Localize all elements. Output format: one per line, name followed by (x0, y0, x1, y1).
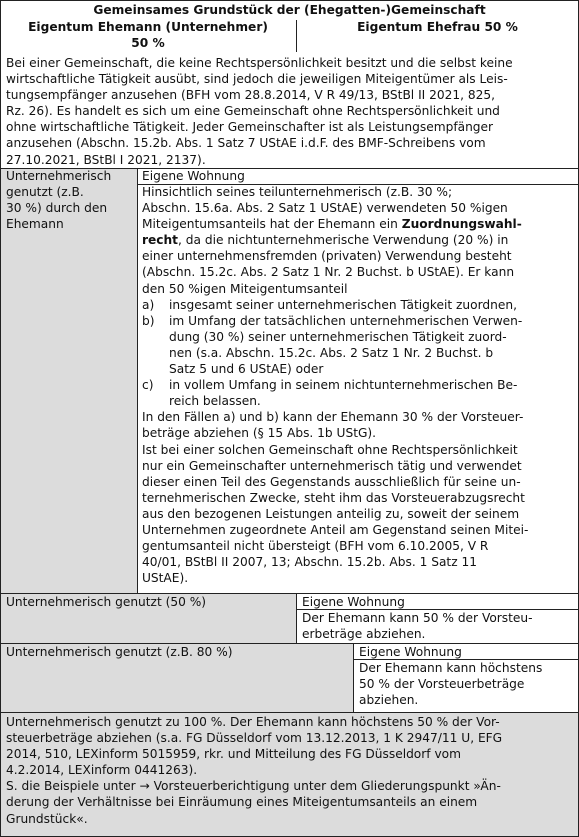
row1-emphasis: Zuordnungswahl- (401, 217, 522, 232)
see-reference-link[interactable]: S. die Beispiele unter → Vorsteuerberichtigung unter dem Gliederungspunkt »Än- (6, 779, 501, 794)
footer-text (6, 714, 576, 827)
header-ehemann-line2: 50 % (131, 36, 165, 51)
row1-line: ternehmerischen Zwecke, steht ihm das Vorsteuerabzugsrecht (142, 490, 525, 505)
intro-line: 27.10.2021, BStBl I 2021, 2137). (6, 152, 206, 167)
row1-line: UStAE). (142, 571, 189, 586)
option-line: in vollem Umfang in seinem nichtunternehmerischen Be- (169, 378, 518, 393)
row2-line: Der Ehemann kann 50 % der Vorsteu- (302, 611, 533, 625)
row3-content (359, 660, 577, 708)
row1-line: (Abschn. 15.2c. Abs. 2 Satz 1 Nr. 2 Buchst. b UStAE). Er kann (142, 265, 515, 280)
row3-line: 50 % der Vorsteuerbeträge (359, 677, 525, 692)
row1-line: Abschn. 15.6a. Abs. 2 Satz 1 UStAE) verwendeten 50 %igen (142, 201, 508, 216)
option-line: im Umfang der tatsächlichen unternehmerischen Verwen- (169, 313, 523, 328)
see-reference-line: derung der Verhältnisse bei Einräumung eines Miteigentumsanteils an einem (6, 795, 478, 810)
row1-line: Hinsichtlich seines teilunternehmerisch (z.B. 30 %; (142, 185, 453, 199)
row1-text: Miteigentumsanteils hat der Ehemann ein (142, 217, 402, 232)
row2-left-text: Unternehmerisch genutzt (50 %) (6, 595, 207, 609)
intro-line: tungsempfänger anzusehen (BFH vom 28.8.2014, V R 49/13, BStBl II 2021, 825, (6, 88, 496, 103)
row1-line: aus den bezogenen Leistungen anteilig zu, soweit der seinem (142, 506, 520, 521)
see-reference-line: Grundstück«. (6, 811, 88, 826)
row1-left-line: genutzt (z.B. (6, 185, 84, 200)
option-line: Satz 5 und 6 UStAE) oder (169, 362, 324, 377)
footer-line: 2014, 510, LEXinform 5015959, rkr. und Mitteilung des FG Düsseldorf vom (6, 747, 461, 762)
row1-line: gentumsanteil nicht übersteigt (BFH vom 6.10.2005, V R (142, 539, 489, 554)
header-ehemann-line1: Eigentum Ehemann (Unternehmer) (28, 20, 268, 34)
intro-line: ohne wirtschaftliche Tätigkeit. Jeder Gemeinschafter ist als Leistungsempfänger (6, 120, 494, 135)
option-line: reich belassen. (169, 394, 261, 409)
row1-line: einer unternehmensfremden (privaten) Verwendung besteht (142, 249, 512, 264)
header-title: Gemeinsames Grundstück der (Ehegatten-)Gemeinschaft (93, 3, 486, 17)
row2-heading: Eigene Wohnung (302, 595, 405, 609)
row2-content (302, 610, 578, 642)
row1-line: den 50 %igen Miteigentumsanteil (142, 281, 348, 296)
option-marker: a) (142, 297, 155, 312)
option-item (142, 377, 576, 409)
row1-content (142, 184, 576, 586)
intro-paragraph (6, 55, 576, 168)
row1-left-text (6, 168, 136, 232)
header-ehefrau: Eigentum Ehefrau 50 % (357, 20, 518, 34)
row3-heading: Eigene Wohnung (359, 645, 462, 659)
row1-line: Unternehmen zugeordnete Anteil am Gegenstand seinen Mitei- (142, 522, 529, 537)
row3-line: abziehen. (359, 693, 419, 708)
row1-line: In den Fällen a) und b) kann der Ehemann 30 % der Vorsteuer- (142, 410, 524, 425)
footer-line: 4.2.2014, LEXinform 0441263). (6, 763, 198, 778)
option-item (142, 297, 576, 313)
row1-line: nur ein Gemeinschafter unternehmerisch tätig und verwendet (142, 458, 522, 473)
row3-left-text: Unternehmerisch genutzt (z.B. 80 %) (6, 645, 233, 659)
row1-line: Ist bei einer solchen Gemeinschaft ohne Rechtspersönlichkeit (142, 442, 518, 457)
footer-line: Unternehmerisch genutzt zu 100 %. Der Ehemann kann höchstens 50 % der Vor- (6, 715, 500, 729)
option-line: nen (s.a. Abschn. 15.2c. Abs. 2 Satz 1 Nr. 2 Buchst. b (169, 345, 494, 360)
option-item (142, 313, 576, 377)
option-marker: b) (142, 313, 155, 328)
intro-line: Rz. 26). Es handelt es sich um eine Gemeinschaft ohne Rechtspersönlichkeit und (6, 104, 500, 119)
row1-line (142, 216, 576, 232)
intro-line: anzusehen (Abschn. 15.2b. Abs. 1 Satz 7 UStAE i.d.F. des BMF-Schreibens vom (6, 136, 486, 151)
row1-line (142, 232, 576, 248)
row1-line: 40/01, BStBl II 2007, 13; Abschn. 15.2b. Abs. 1 Satz 11 (142, 555, 477, 570)
row1-emphasis: recht (142, 233, 179, 248)
row1-text: , da die nichtunternehmerische Verwendung (20 %) in (178, 233, 509, 248)
row3-line: Der Ehemann kann höchstens (359, 661, 543, 675)
header-ehemann (0, 19, 296, 51)
intro-line: Bei einer Gemeinschaft, die keine Rechtspersönlichkeit besitzt und die selbst keine (6, 56, 513, 70)
option-line: dung (30 %) seiner unternehmerischen Tätigkeit zuord- (169, 329, 507, 344)
footer-line: steuerbeträge abziehen (s.a. FG Düsseldorf vom 13.12.2013, 1 K 2947/11 U, EFG (6, 731, 503, 746)
row1-left-line: 30 %) durch den (6, 201, 108, 216)
row2-line: erbeträge abziehen. (302, 627, 426, 642)
intro-line: wirtschaftliche Tätigkeit ausübt, sind jedoch die jeweiligen Miteigentümer als Leis- (6, 72, 508, 87)
row1-heading: Eigene Wohnung (142, 169, 245, 183)
row1-left-line: Ehemann (6, 217, 64, 232)
row1-line: dieser einen Teil des Gegenstands ausschließlich für seine un- (142, 474, 521, 489)
row1-left-line: Unternehmerisch (6, 169, 112, 183)
option-marker: c) (142, 378, 154, 393)
option-line: insgesamt seiner unternehmerischen Tätigkeit zuordnen, (169, 297, 517, 312)
row1-line: beträge abziehen (§ 15 Abs. 1b UStG). (142, 426, 377, 441)
